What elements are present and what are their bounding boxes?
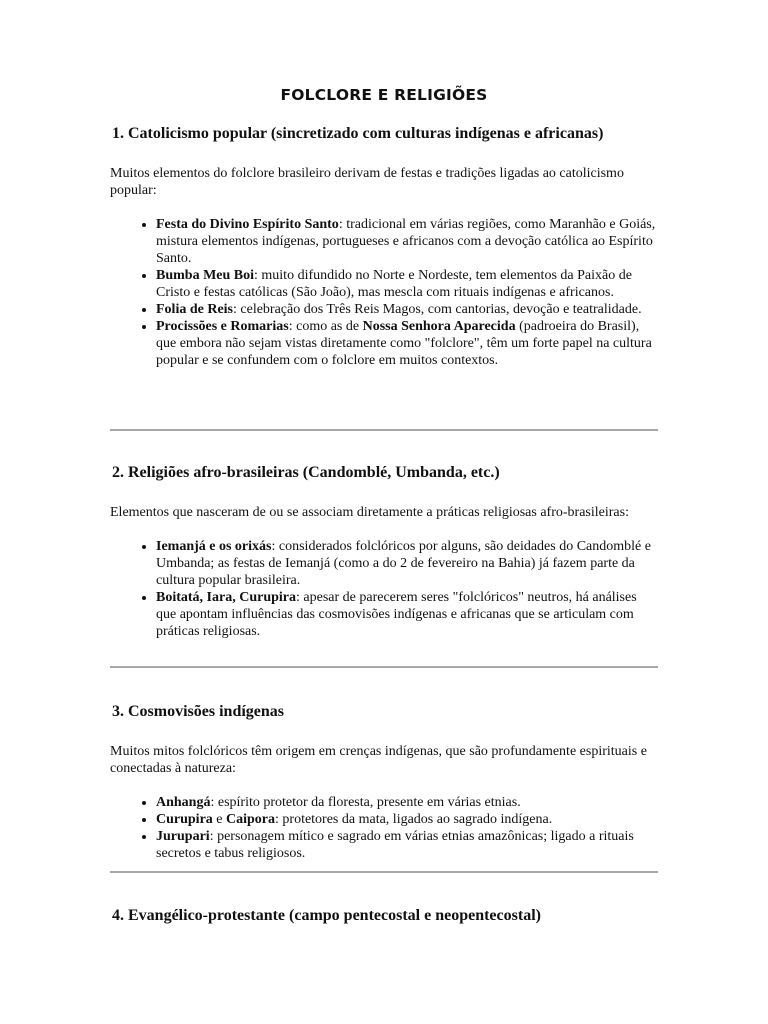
- section-evangelico: [110, 905, 658, 925]
- section-intro: Muitos elementos do folclore brasileiro derivam de festas e tradições ligadas ao catolicismo popular:: [110, 166, 624, 198]
- section-heading: 2. Religiões afro-brasileiras (Candomblé, Umbanda, etc.): [112, 464, 500, 481]
- list-item: • Bumba Meu Boi: muito difundido no Norte e Nordeste, tem elementos da Paixão de Cristo e festas católicas (São João), mas mescla com rituais indígenas e africanos.: [156, 267, 658, 301]
- section-divider: [110, 871, 658, 873]
- section-afro-brasileiras: [110, 462, 658, 640]
- list-item: • Festa do Divino Espírito Santo: tradicional em várias regiões, como Maranhão e Goiás, mistura elementos indígenas, portugueses e africanos com a devoção católica ao Espírito Santo.: [156, 216, 658, 267]
- list-item: • Anhangá: espírito protetor da floresta, presente em várias etnias.: [156, 794, 658, 811]
- list-item: • Iemanjá e os orixás: considerados folclóricos por alguns, são deidades do Candomblé e Umbanda; as festas de Iemanjá (como a do 2 de fevereiro na Bahia) já fazem parte da cultura popular brasileira.: [156, 538, 658, 589]
- bullet-list: [110, 538, 658, 640]
- section-heading: 3. Cosmovisões indígenas: [112, 703, 285, 720]
- list-item: • Curupira e Caipora: protetores da mata, ligados ao sagrado indígena.: [156, 811, 658, 828]
- section-catolicismo: [110, 123, 658, 369]
- list-item: • Folia de Reis: celebração dos Três Reis Magos, com cantorias, devoção e teatralidade.: [156, 301, 658, 318]
- page-title: FOLCLORE E RELIGIÕES: [280, 86, 488, 104]
- bullet-list: [110, 794, 658, 862]
- list-item: • Procissões e Romarias: como as de Nossa Senhora Aparecida (padroeira do Brasil), que embora não sejam vistas diretamente como "folclore", têm um forte papel na cultura popular e se confundem com o folclore em muitos contextos.: [156, 318, 658, 369]
- section-divider: [110, 666, 658, 668]
- section-cosmovisoes: [110, 701, 658, 862]
- list-item: • Boitatá, Iara, Curupira: apesar de parecerem seres "folclóricos" neutros, há análises que apontam influências das cosmovisões indígenas e africanas que se articulam com práticas religiosas.: [156, 589, 658, 640]
- section-divider: [110, 429, 658, 431]
- section-intro: Elementos que nasceram de ou se associam diretamente a práticas religiosas afro-brasileiras:: [110, 505, 629, 520]
- section-intro: Muitos mitos folclóricos têm origem em crenças indígenas, que são profundamente espirituais e conectadas à natureza:: [110, 744, 647, 776]
- section-heading: 1. Catolicismo popular (sincretizado com culturas indígenas e africanas): [112, 125, 604, 142]
- section-heading: 4. Evangélico-protestante (campo pentecostal e neopentecostal): [112, 907, 541, 924]
- list-item: • Jurupari: personagem mítico e sagrado em várias etnias amazônicas; ligado a rituais secretos e tabus religiosos.: [156, 828, 658, 862]
- bullet-list: [110, 216, 658, 369]
